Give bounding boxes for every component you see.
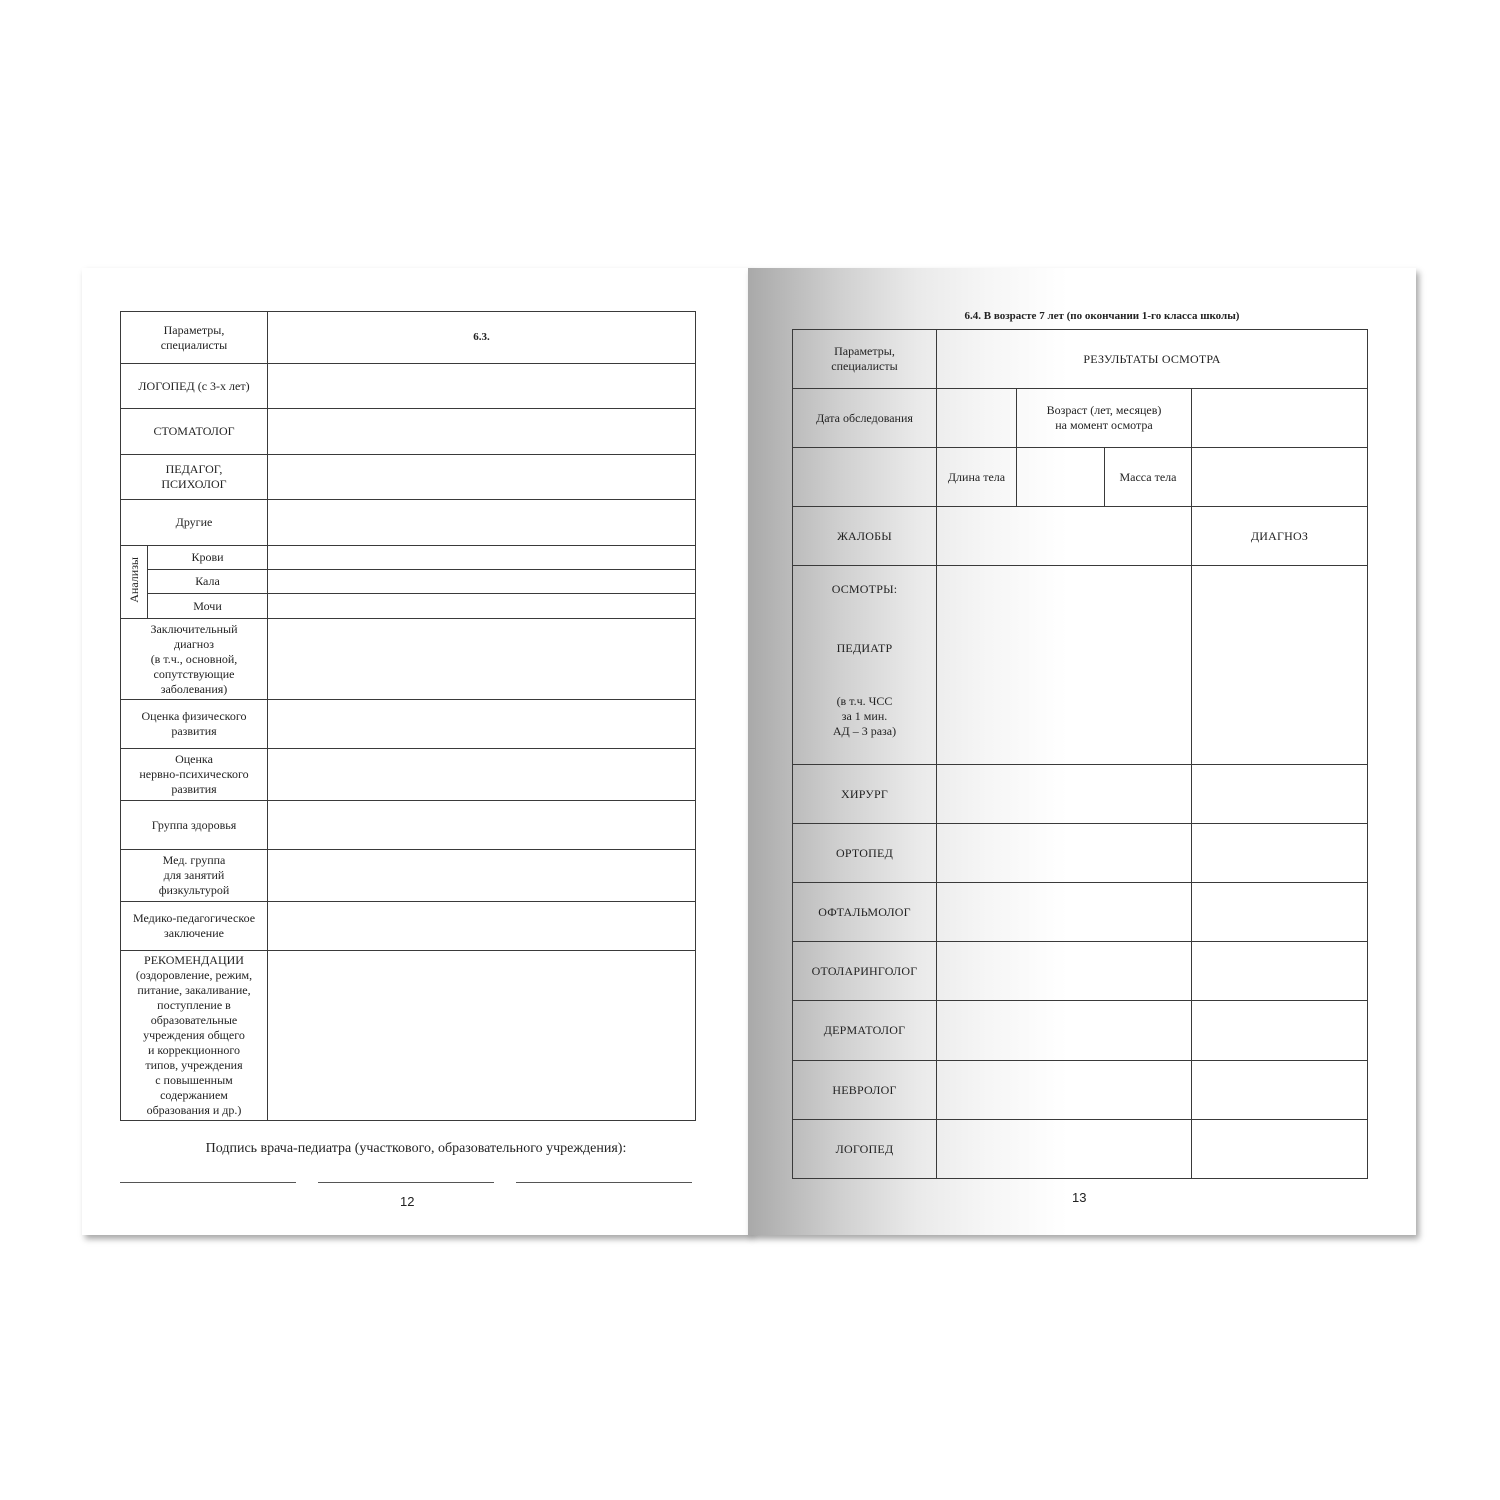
specialist-diagnosis-neurologist[interactable] bbox=[1192, 1061, 1368, 1120]
row-label-stomatolog: СТОМАТОЛОГ bbox=[121, 409, 268, 455]
specialist-field-neurologist[interactable] bbox=[937, 1061, 1192, 1120]
header-label: Параметры, специалисты bbox=[121, 312, 268, 364]
diagnosis-label: ДИАГНОЗ bbox=[1192, 507, 1368, 566]
specialist-diagnosis-otolaryngologist[interactable] bbox=[1192, 942, 1368, 1001]
row-field-pedagog[interactable] bbox=[268, 455, 696, 500]
row-label-health-group: Группа здоровья bbox=[121, 801, 268, 850]
row-field-logoped[interactable] bbox=[268, 364, 696, 409]
row-label-final-diagnosis: Заключительный диагноз (в т.ч., основной, сопутствующие заболевания) bbox=[121, 619, 268, 700]
blank-label-cell bbox=[793, 448, 937, 507]
specialist-label-speech-therapist: ЛОГОПЕД bbox=[793, 1120, 937, 1179]
specialist-diagnosis-surgeon[interactable] bbox=[1192, 765, 1368, 824]
date-field[interactable] bbox=[937, 389, 1017, 448]
left-form-table bbox=[120, 311, 696, 1121]
results-header: РЕЗУЛЬТАТЫ ОСМОТРА bbox=[937, 330, 1368, 389]
left-page bbox=[82, 268, 750, 1235]
age-field[interactable] bbox=[1192, 389, 1368, 448]
row-field-mochi[interactable] bbox=[268, 594, 696, 619]
header-section-number: 6.3. bbox=[268, 312, 696, 364]
row-field-krovi[interactable] bbox=[268, 546, 696, 570]
length-field[interactable] bbox=[1017, 448, 1105, 507]
mass-label: Масса тела bbox=[1105, 448, 1192, 507]
specialist-field-ophthalmologist[interactable] bbox=[937, 883, 1192, 942]
row-field-neuro[interactable] bbox=[268, 749, 696, 801]
specialist-diagnosis-dermatologist[interactable] bbox=[1192, 1001, 1368, 1061]
signature-line-1[interactable] bbox=[120, 1182, 296, 1183]
row-field-recommendations[interactable] bbox=[268, 951, 696, 1121]
specialist-label-neurologist: НЕВРОЛОГ bbox=[793, 1061, 937, 1120]
pediatr-diagnosis-field[interactable] bbox=[1192, 566, 1368, 765]
specialist-label-orthoped: ОРТОПЕД bbox=[793, 824, 937, 883]
exams-label: ОСМОТРЫ: bbox=[831, 582, 898, 596]
right-page bbox=[748, 268, 1416, 1235]
length-label: Длина тела bbox=[937, 448, 1017, 507]
right-header-label: Параметры, специалисты bbox=[793, 330, 937, 389]
row-field-med-ped[interactable] bbox=[268, 902, 696, 951]
specialist-label-dermatologist: ДЕРМАТОЛОГ bbox=[793, 1001, 937, 1061]
row-field-stomatolog[interactable] bbox=[268, 409, 696, 455]
signature-line-3[interactable] bbox=[516, 1182, 692, 1183]
page-number-left: 12 bbox=[400, 1194, 415, 1209]
specialist-field-speech-therapist[interactable] bbox=[937, 1120, 1192, 1179]
specialist-field-orthoped[interactable] bbox=[937, 824, 1192, 883]
date-label: Дата обследования bbox=[793, 389, 937, 448]
row-label-physical: Оценка физического развития bbox=[121, 700, 268, 749]
row-label-krovi: Крови bbox=[148, 546, 268, 570]
row-field-med-group[interactable] bbox=[268, 850, 696, 902]
row-field-drugie[interactable] bbox=[268, 500, 696, 546]
specialist-field-otolaryngologist[interactable] bbox=[937, 942, 1192, 1001]
row-label-kala: Кала bbox=[148, 570, 268, 594]
page-number-right: 13 bbox=[1072, 1190, 1087, 1205]
specialist-field-surgeon[interactable] bbox=[937, 765, 1192, 824]
row-label-neuro: Оценка нервно-психического развития bbox=[121, 749, 268, 801]
pediatr-note: (в т.ч. ЧСС за 1 мин. АД – 3 раза) bbox=[832, 694, 897, 738]
row-label-med-group: Мед. группа для занятий физкультурой bbox=[121, 850, 268, 902]
row-label-med-ped: Медико-педагогическое заключение bbox=[121, 902, 268, 951]
specialist-label-surgeon: ХИРУРГ bbox=[793, 765, 937, 824]
mass-field[interactable] bbox=[1192, 448, 1368, 507]
row-label-pedagog: ПЕДАГОГ, ПСИХОЛОГ bbox=[121, 455, 268, 500]
pediatr-field[interactable] bbox=[937, 566, 1192, 765]
complaints-label: ЖАЛОБЫ bbox=[793, 507, 937, 566]
specialist-label-otolaryngologist: ОТОЛАРИНГОЛОГ bbox=[793, 942, 937, 1001]
specialist-label-ophthalmologist: ОФТАЛЬМОЛОГ bbox=[793, 883, 937, 942]
age-label: Возраст (лет, месяцев) на момент осмотра bbox=[1017, 389, 1192, 448]
right-form-table bbox=[792, 329, 1368, 1179]
row-label-drugie: Другие bbox=[121, 500, 268, 546]
signature-caption: Подпись врача-педиатра (участкового, образовательного учреждения): bbox=[205, 1141, 627, 1156]
pediatr-label: ПЕДИАТР bbox=[836, 641, 893, 655]
analyses-group-label: Анализы bbox=[121, 546, 148, 619]
row-label-logoped: ЛОГОПЕД (с 3-х лет) bbox=[121, 364, 268, 409]
row-field-final-diagnosis[interactable] bbox=[268, 619, 696, 700]
complaints-field[interactable] bbox=[937, 507, 1192, 566]
row-field-physical[interactable] bbox=[268, 700, 696, 749]
right-page-title: 6.4. В возрасте 7 лет (по окончании 1-го класса школы) bbox=[964, 310, 1240, 322]
specialist-diagnosis-orthoped[interactable] bbox=[1192, 824, 1368, 883]
pediatr-label-cell bbox=[793, 566, 937, 765]
row-field-health-group[interactable] bbox=[268, 801, 696, 850]
row-label-recommendations: РЕКОМЕНДАЦИИ (оздоровление, режим, питание, закаливание, поступление в образовательные учреждения общего и коррекционного типов, учреждения с повышенным содержанием образования и др.) bbox=[121, 951, 268, 1121]
row-label-mochi: Мочи bbox=[148, 594, 268, 619]
specialist-field-dermatologist[interactable] bbox=[937, 1001, 1192, 1061]
specialist-diagnosis-ophthalmologist[interactable] bbox=[1192, 883, 1368, 942]
specialist-diagnosis-speech-therapist[interactable] bbox=[1192, 1120, 1368, 1179]
signature-line-2[interactable] bbox=[318, 1182, 494, 1183]
row-field-kala[interactable] bbox=[268, 570, 696, 594]
